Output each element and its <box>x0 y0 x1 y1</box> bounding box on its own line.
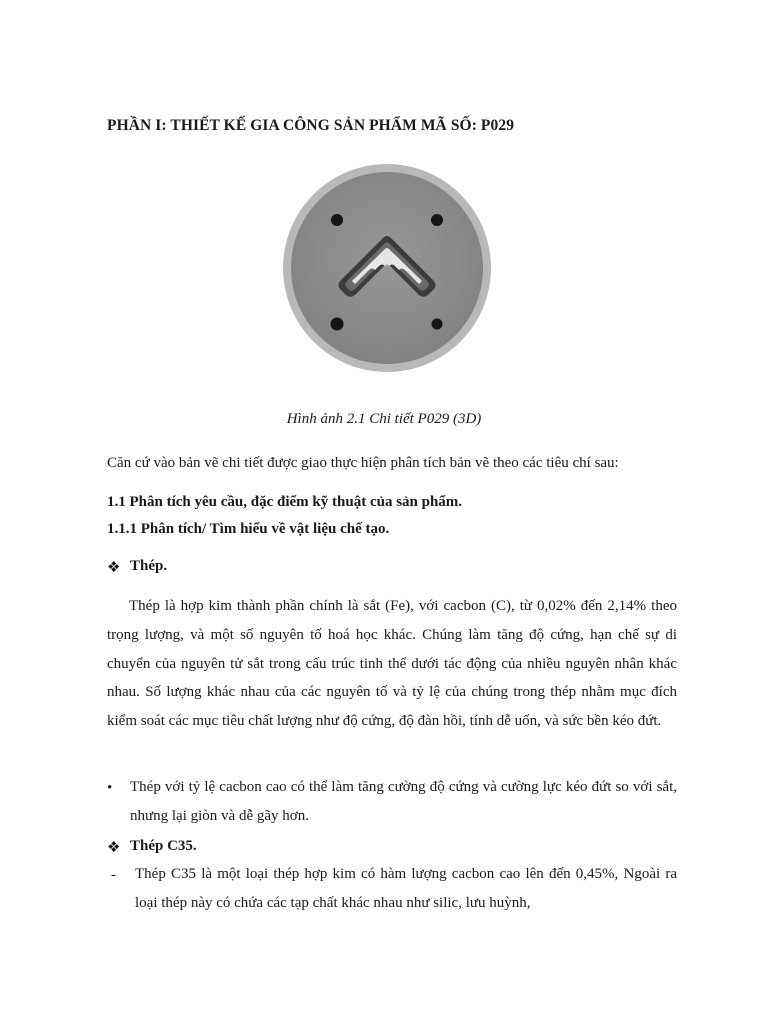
steel-bullet-text: Thép với tỷ lệ cacbon cao có thể làm tăng cường độ cứng và cường lực kéo đứt so với sắt, nhưng lại giòn và dễ gãy hơn. <box>130 779 677 824</box>
c35-paragraph: Thép C35 là một loại thép hợp kim có hàm lượng cacbon cao lên đến 0,45%, Ngoài ra loại thép này có chứa các tạp chất khác nhau như silic, lưu huỳnh, <box>135 866 677 911</box>
bullet-icon: • <box>107 780 113 796</box>
figure-caption: Hình ảnh 2.1 Chi tiết P029 (3D) <box>286 411 482 427</box>
intro-text: Căn cứ vào bản vẽ chi tiết được giao thực hiện phân tích bản vẽ theo các tiêu chí sau: <box>107 455 619 471</box>
disc-face <box>291 172 483 364</box>
mounting-hole-icon <box>432 319 443 330</box>
steel-paragraph: Thép là hợp kim thành phần chính là sắt (Fe), với cacbon (C), từ 0,02% đến 2,14% theo trọng lượng, và một số nguyên tố hoá học khác. Chúng làm tăng độ cứng, hạn chế sự di chuyển của nguyên tử sắt trong cấu trúc tinh thể dưới tác động của nhiều nguyên nhân khác nhau. Số lượng khác nhau của các nguyên tố và tỷ lệ của chúng trong thép nhằm mục đích kiểm soát các mục tiêu chất lượng như độ cứng, độ đàn hồi, tính dễ uốn, và sức bền kéo đứt. <box>107 598 677 730</box>
page-heading: PHẦN I: THIẾT KẾ GIA CÔNG SẢN PHẨM MÃ SỐ: P029 <box>107 117 515 134</box>
diamond-bullet-icon: ❖ <box>107 560 121 576</box>
section-heading-1-1: 1.1 Phân tích yêu cầu, đặc điểm kỹ thuật của sản phẩm. <box>107 494 463 510</box>
steel-heading: Thép. <box>130 558 168 574</box>
mounting-hole-icon <box>331 214 343 226</box>
part-p029-figure <box>282 163 492 373</box>
section-heading-1-1-1: 1.1.1 Phân tích/ Tìm hiểu về vật liệu chế tạo. <box>107 521 390 537</box>
mounting-hole-icon <box>331 318 344 331</box>
dash-bullet: - <box>111 867 116 883</box>
mounting-hole-icon <box>431 214 443 226</box>
c35-heading: Thép C35. <box>130 838 197 854</box>
diamond-bullet-icon: ❖ <box>107 840 121 856</box>
